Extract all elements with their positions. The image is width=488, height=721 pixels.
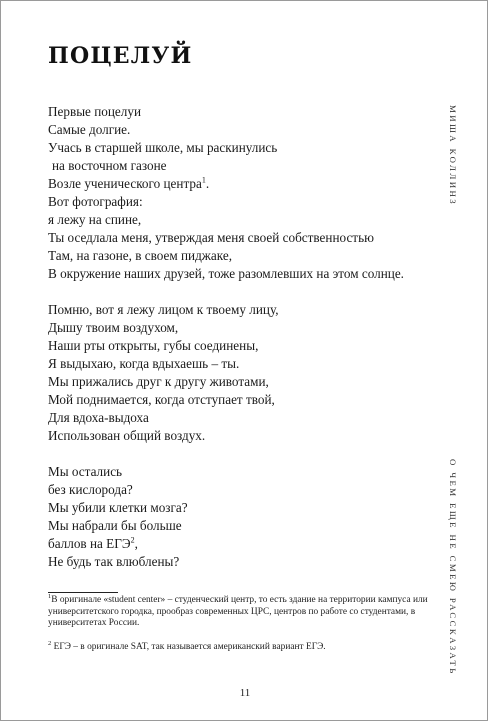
poem-line: Ты оседлала меня, утверждая меня своей собственностью [48, 230, 374, 245]
poem-line: Мы остались [48, 464, 123, 479]
stanza-1 [48, 103, 438, 283]
poem-line: на восточном газоне [52, 158, 167, 173]
poem-line: Мы убили клетки мозга? [48, 500, 188, 515]
poem-line: Первые поцелуи [48, 104, 142, 119]
running-header-author: МИША КОЛЛИНЗ [448, 105, 458, 207]
stanza-3 [48, 463, 438, 571]
poem-line: Дышу твоим воздухом, [48, 320, 179, 335]
poem-line: Учась в старшей школе, мы раскинулись [48, 140, 278, 155]
footnote-text: В оригинале «student center» – студенческий центр, то есть здание на территории кампуса или университетского городка, прообраз современных ЦРС, центров по работе со студентами, в университетах России. [48, 595, 428, 628]
poem-line: Там, на газоне, в своем пиджаке, [48, 248, 232, 263]
poem-line: Мы прижались друг к другу животами, [48, 374, 269, 389]
footnote-mark: 1 [48, 592, 52, 600]
poem-line: без кислорода? [48, 482, 133, 497]
footnotes [48, 592, 428, 665]
poem-line: Для вдоха-выдоха [48, 410, 149, 425]
poem-line: Не будь так влюблены? [48, 554, 180, 569]
footnote-ref-1[interactable]: 1 [201, 175, 206, 185]
poem-line-with-footnote: Возле ученического центра$^1$. [48, 175, 210, 191]
poem-line: Наши рты открыты, губы соединены, [48, 338, 259, 353]
poem-body [48, 103, 438, 589]
poem-line: Самые долгие. [48, 122, 131, 137]
footnote-divider [48, 592, 118, 593]
poem-line: Вот фотография: [48, 194, 143, 209]
poem-line: Я выдыхаю, когда вдыхаешь – ты. [48, 356, 240, 371]
poem-line: я лежу на спине, [48, 212, 142, 227]
footnote-text: ЕГЭ – в оригинале SAT, так называется американский вариант ЕГЭ. [53, 641, 326, 652]
footnote-2 [48, 639, 428, 654]
footnote-mark: 2 [48, 639, 52, 647]
footnote-ref-2[interactable]: 2 [130, 535, 135, 545]
running-header-book-title: О ЧЕМ ЕЩЕ НЕ СМЕЮ РАССКАЗАТЬ [448, 459, 458, 676]
stanza-2 [48, 301, 438, 445]
footnote-1 [48, 592, 428, 630]
poem-line: Мы набрали бы больше [48, 518, 182, 533]
page-number: 11 [239, 687, 251, 699]
poem-line: Помню, вот я лежу лицом к твоему лицу, [48, 302, 279, 317]
poem-line-text: Возле ученического центра [48, 176, 202, 191]
poem-line: В окружение наших друзей, тоже разомлевших на этом солнце. [48, 266, 404, 281]
poem-title: ПОЦЕЛУЙ [48, 43, 193, 69]
poem-line: Использован общий воздух. [48, 428, 206, 443]
poem-line: Мой поднимается, когда отступает твой, [48, 392, 275, 407]
poem-line-text: баллов на ЕГЭ [48, 536, 131, 551]
poem-line-with-footnote: баллов на ЕГЭ$^2$, [48, 535, 138, 551]
